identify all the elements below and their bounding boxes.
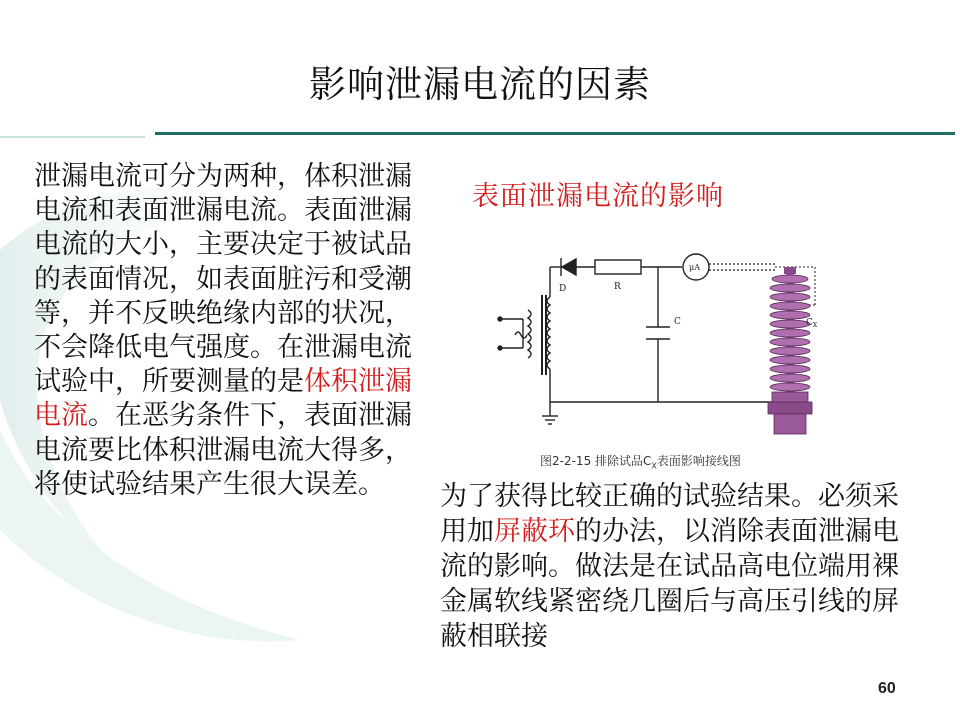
title-rule xyxy=(155,132,955,135)
caption-subscript: X xyxy=(651,461,657,471)
caption-part: 图2-2-15 排除试品C xyxy=(540,454,652,468)
diode-symbol xyxy=(561,258,576,276)
figure-caption xyxy=(540,452,741,470)
specimen-label-main: C xyxy=(806,318,813,328)
right-highlight: 屏蔽环 xyxy=(494,516,575,547)
right-paragraph xyxy=(440,479,920,654)
transformer-primary xyxy=(528,310,531,358)
page-number: 60 xyxy=(878,680,896,697)
circuit-diagram xyxy=(490,245,830,440)
left-highlight: 体积泄漏电流 xyxy=(34,366,412,432)
left-text-part: 泄漏电流可分为两种，体积泄漏电流和表面泄漏电流。表面泄漏电流的大小，主要决定于被试品的表面情况，如表面脏污和受潮等，并不反映绝缘内部的状况，不会降低电气强度。在泄漏电流试验中，所要测量的是 xyxy=(34,161,412,398)
right-text-end: 的办法，以消除表面泄漏电流的影响。做法是在试品高电位端用裸金属软线紧密绕几圈后与高压引线的屏蔽相联接 xyxy=(440,516,899,652)
ground-symbol xyxy=(542,402,558,424)
capacitor-label: C xyxy=(674,317,681,327)
specimen-label-sub: X xyxy=(812,322,818,329)
transformer-secondary xyxy=(547,297,550,369)
left-text-end: 。在恶劣条件下，表面泄漏电流要比体积泄漏电流大得多，将使试验结果产生很大误差。 xyxy=(34,400,412,500)
specimen-insulator xyxy=(768,267,812,434)
title-left-rule xyxy=(0,136,145,138)
specimen-label xyxy=(806,318,818,329)
section-heading: 表面泄漏电流的影响 xyxy=(472,181,724,212)
caption-end: 表面影响接线图 xyxy=(656,454,741,468)
resistor-symbol xyxy=(595,260,641,274)
capacitor-symbol xyxy=(646,267,670,402)
resistor-label: R xyxy=(614,282,621,292)
left-paragraph xyxy=(34,160,414,502)
ac-source xyxy=(498,317,527,350)
microammeter-label: μA xyxy=(689,263,700,272)
diode-label: D xyxy=(559,284,567,294)
right-text-part: 为了获得比较正确的试验结果。必须采用加 xyxy=(440,481,899,547)
page-title: 影响泄漏电流的因素 xyxy=(309,63,651,106)
